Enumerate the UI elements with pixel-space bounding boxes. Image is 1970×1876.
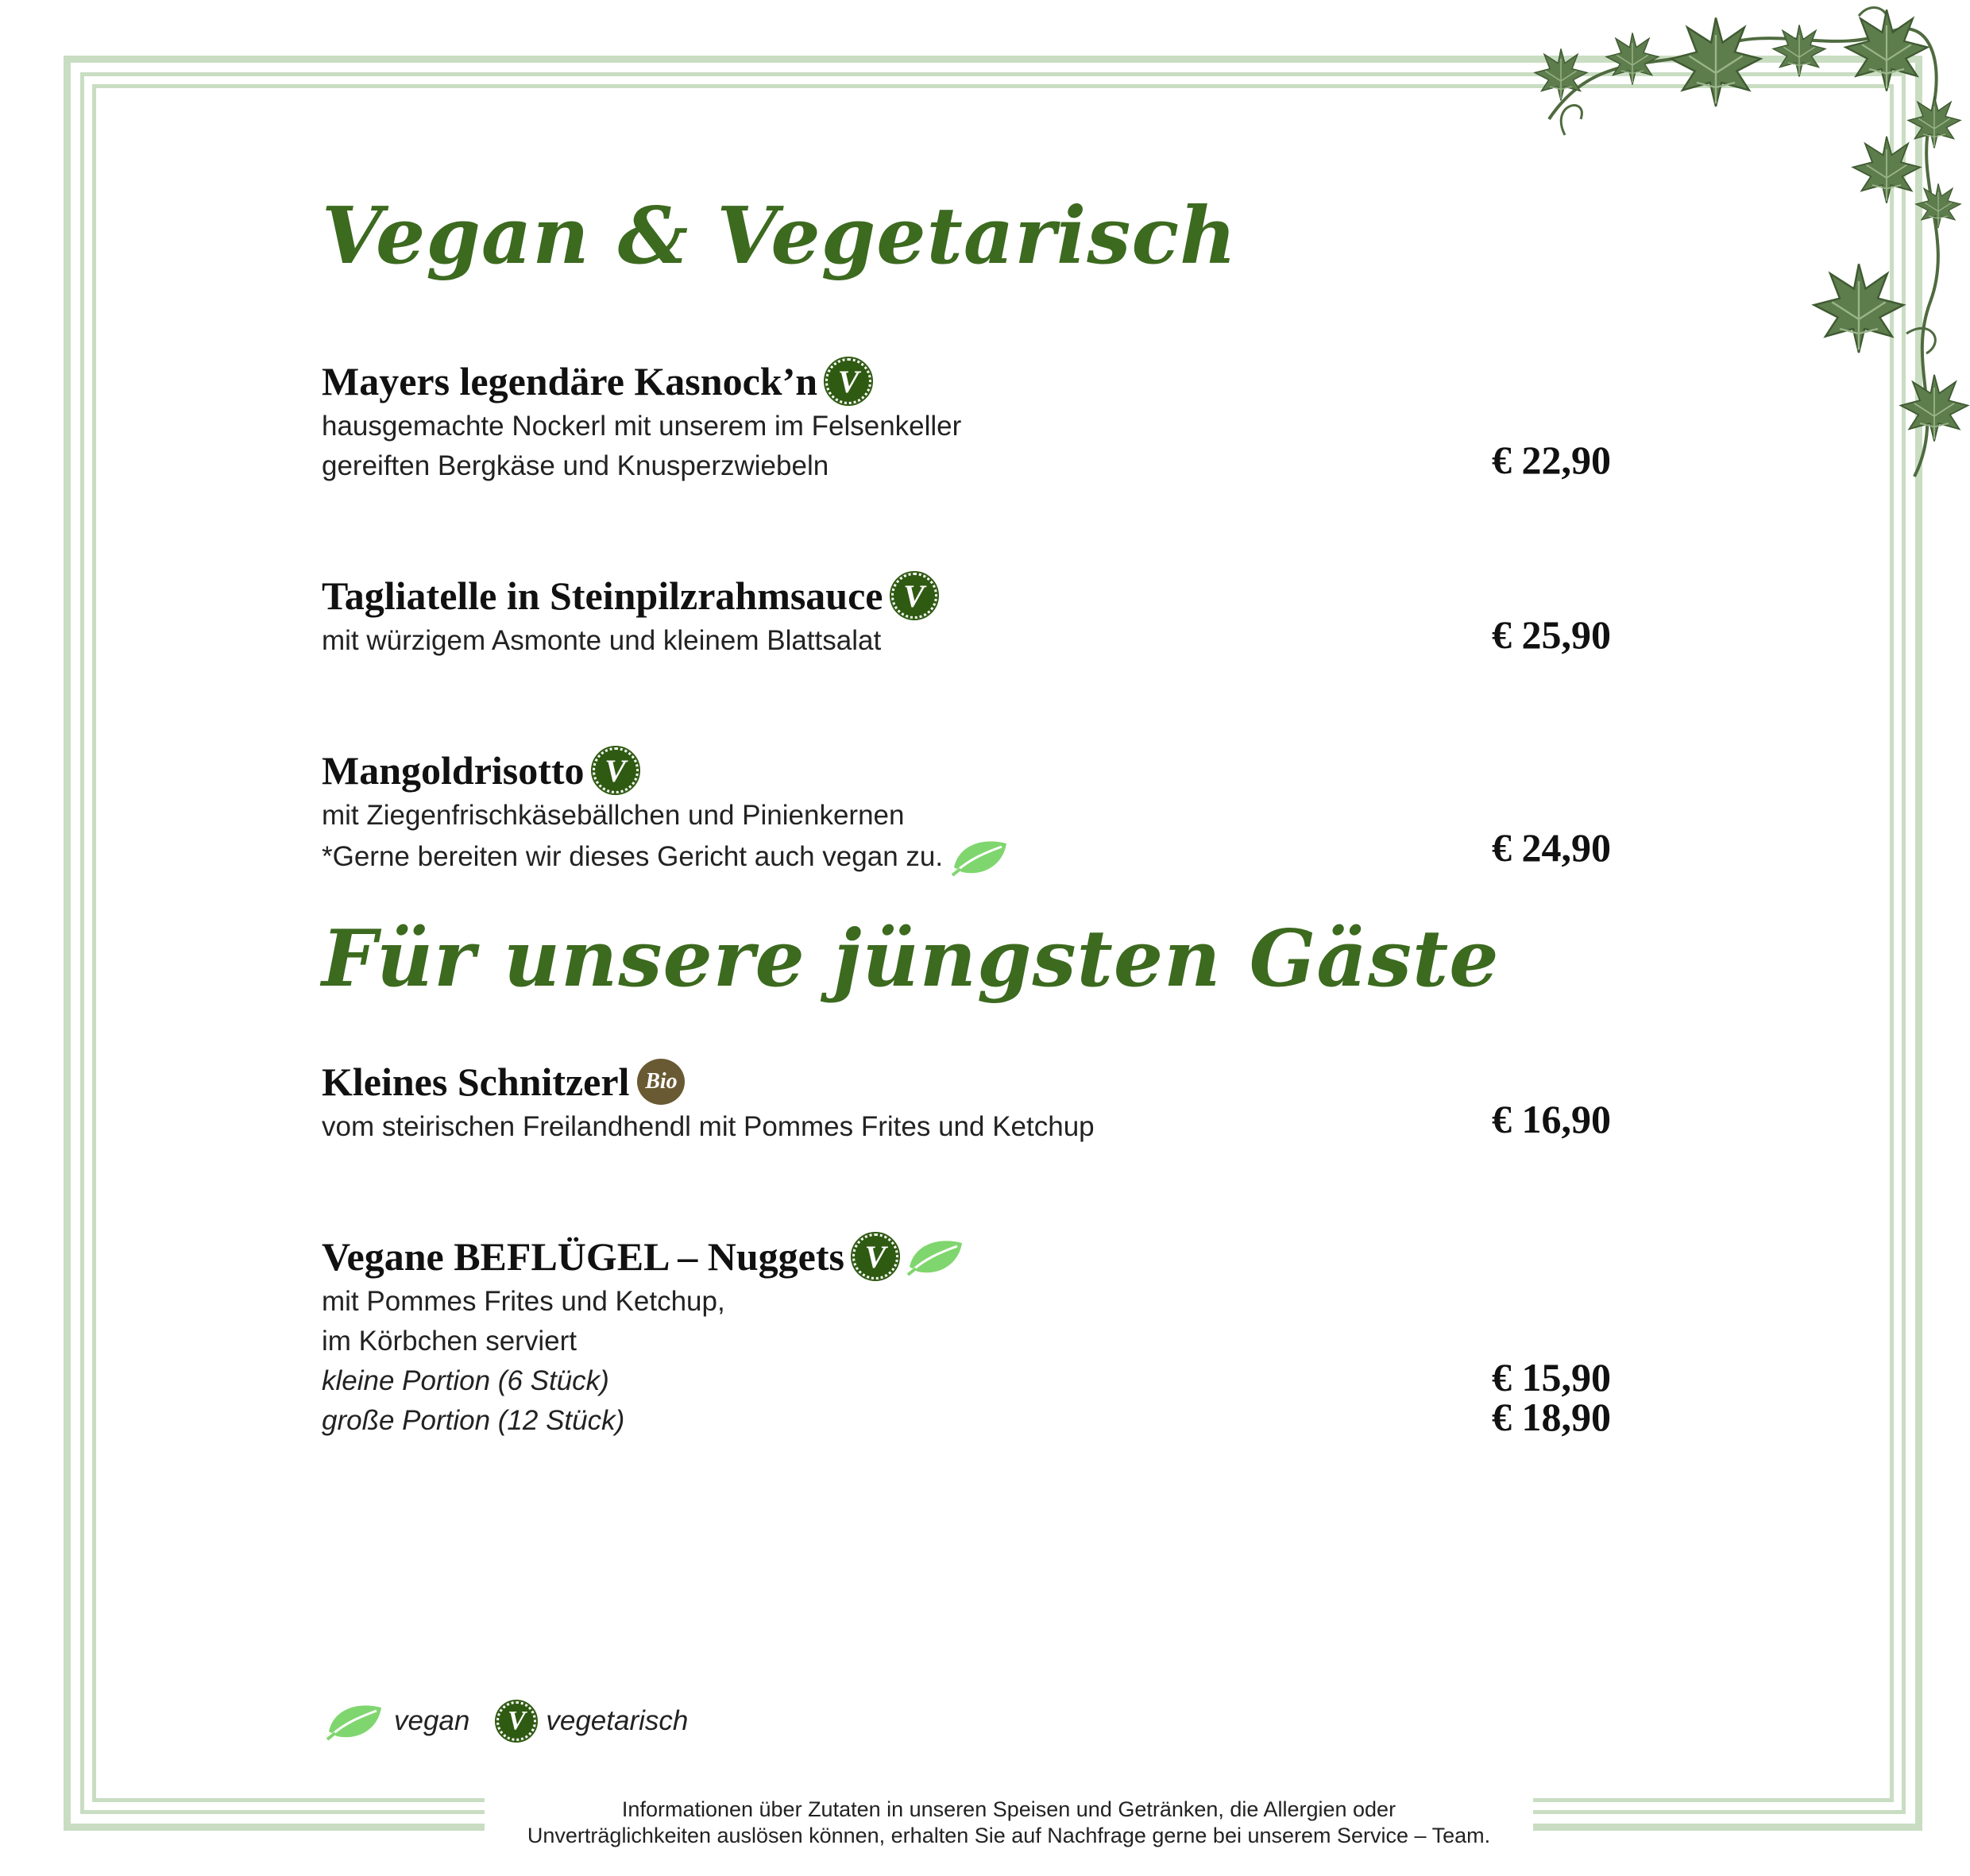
- portion-price: € 15,90: [1492, 1355, 1611, 1399]
- portion-label: große Portion (12 Stück): [322, 1405, 625, 1436]
- section-title-kids: Für unsere jüngsten Gäste: [322, 913, 1500, 1005]
- item-price: € 16,90: [1492, 1097, 1611, 1141]
- item-price: € 22,90: [1492, 438, 1611, 482]
- legend: [326, 1700, 688, 1743]
- menu-item-schnitzerl: [322, 1056, 1632, 1147]
- bio-badge-icon: Bio: [637, 1059, 685, 1105]
- item-name: Kleines Schnitzerl: [322, 1060, 630, 1104]
- menu-item-nuggets: [322, 1231, 1632, 1441]
- item-name: Mayers legendäre Kasnock’n: [322, 359, 818, 403]
- vegetarian-badge-icon: V: [496, 1701, 536, 1741]
- vegetarian-badge-icon: V: [825, 358, 871, 404]
- footer-line: Unverträglichkeiten auslösen können, erhalten Sie auf Nachfrage gerne bei unserem Service – Team.: [527, 1824, 1491, 1847]
- item-name: Mangoldrisotto: [322, 748, 585, 793]
- item-description: gereiften Bergkäse und Knusperzwiebeln: [322, 450, 829, 481]
- vegetarian-badge-icon: V: [593, 747, 639, 793]
- item-description: mit würzigem Asmonte und kleinem Blattsalat: [322, 625, 882, 656]
- item-description: im Körbchen serviert: [322, 1326, 577, 1357]
- item-description: vom steirischen Freilandhendl mit Pommes Frites und Ketchup: [322, 1111, 1095, 1142]
- footer-line: Informationen über Zutaten in unseren Speisen und Getränken, die Allergien oder: [621, 1797, 1396, 1821]
- portion-price: € 18,90: [1492, 1395, 1611, 1439]
- menu-item-kasnockn: [322, 356, 1632, 486]
- legend-vegan-label: vegan: [394, 1705, 470, 1736]
- item-name: Vegane BEFLÜGEL – Nuggets: [322, 1234, 844, 1279]
- menu-item-tagliatelle: [322, 570, 1632, 661]
- item-name: Tagliatelle in Steinpilzrahmsauce: [322, 573, 883, 618]
- item-description: hausgemachte Nockerl mit unserem im Felsenkeller: [322, 411, 962, 442]
- menu-item-mangoldrisotto: [322, 745, 1632, 878]
- vegetarian-badge-icon: V: [852, 1233, 898, 1280]
- legend-vegetarian-label: vegetarisch: [546, 1705, 689, 1736]
- allergen-footer-note: [485, 1797, 1533, 1849]
- portion-label: kleine Portion (6 Stück): [322, 1365, 609, 1396]
- vegetarian-badge-icon: V: [891, 573, 937, 619]
- section-title-vegan: Vegan & Vegetarisch: [322, 191, 1238, 282]
- vegan-leaf-icon: [951, 836, 1010, 878]
- vegan-leaf-icon: [906, 1235, 965, 1278]
- item-price: € 25,90: [1492, 612, 1611, 657]
- item-price: € 24,90: [1492, 825, 1611, 870]
- item-description: mit Pommes Frites und Ketchup,: [322, 1286, 725, 1317]
- item-description: *Gerne bereiten wir dieses Gericht auch vegan zu.: [322, 841, 944, 872]
- item-description: mit Ziegenfrischkäsebällchen und Pinienkernen: [322, 800, 905, 831]
- vegan-leaf-icon: [326, 1700, 384, 1743]
